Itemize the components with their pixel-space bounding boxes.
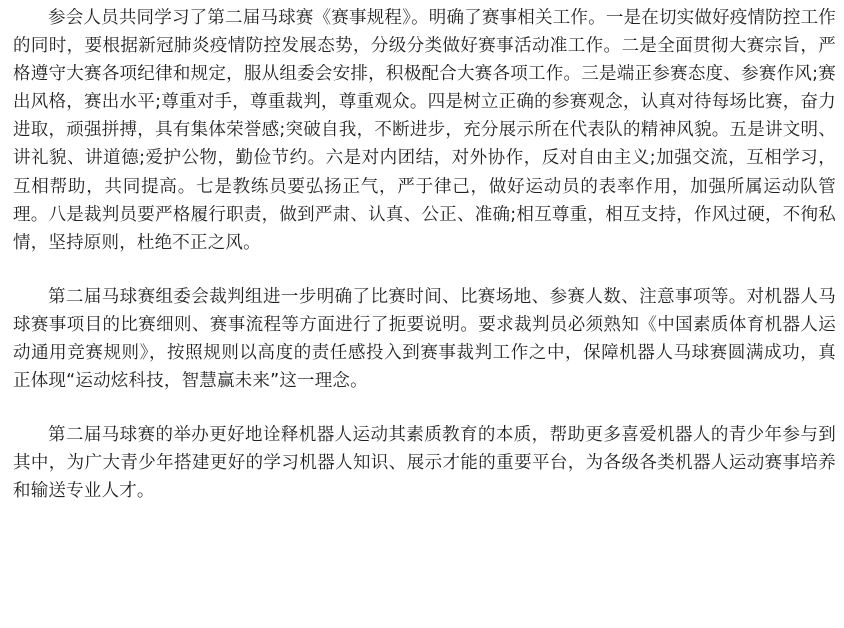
- paragraph-referee-group: 第二届马球赛组委会裁判组进一步明确了比赛时间、比赛场地、参赛人数、注意事项等。对机器人马球赛事项目的比赛细则、赛事流程等方面进行了扼要说明。要求裁判员必须熟知《中国素质体育机器人运动通用竞赛规则》，按照规则以高度的责任感投入到赛事裁判工作之中，保障机器人马球赛圆满成功，真正体现“运动炫科技，智慧赢未来”这一理念。: [13, 286, 836, 392]
- paragraph-rules-study: 参会人员共同学习了第二届马球赛《赛事规程》。明确了赛事相关工作。一是在切实做好疫情防控工作的同时，要根据新冠肺炎疫情防控发展态势，分级分类做好赛事活动准工作。二是全面贯彻大赛宗旨，严格遵守大赛各项纪律和规定，服从组委会安排，积极配合大赛各项工作。三是端正参赛态度、参赛作风;赛出风格，赛出水平;尊重对手，尊重裁判，尊重观众。四是树立正确的参赛观念，认真对待每场比赛，奋力进取，顽强拼搏，具有集体荣誉感;突破自我，不断进步，充分展示所在代表队的精神风貌。五是讲文明、讲礼貌、讲道德;爱护公物，勤俭节约。六是对内团结，对外协作，反对自由主义;加强交流，互相学习，互相帮助，共同提高。七是教练员要弘扬正气，严于律己，做好运动员的表率作用，加强所属运动队管理。八是裁判员要严格履行职责，做到严肃、认真、公正、准确;相互尊重，相互支持，作风过硬，不徇私情，坚持原则，杜绝不正之风。: [13, 8, 836, 253]
- paragraph-event-significance: 第二届马球赛的举办更好地诠释机器人运动其素质教育的本质，帮助更多喜爱机器人的青少年参与到其中，为广大青少年搭建更好的学习机器人知识、展示才能的重要平台，为各级各类机器人运动赛事培养和输送专业人才。: [13, 425, 836, 502]
